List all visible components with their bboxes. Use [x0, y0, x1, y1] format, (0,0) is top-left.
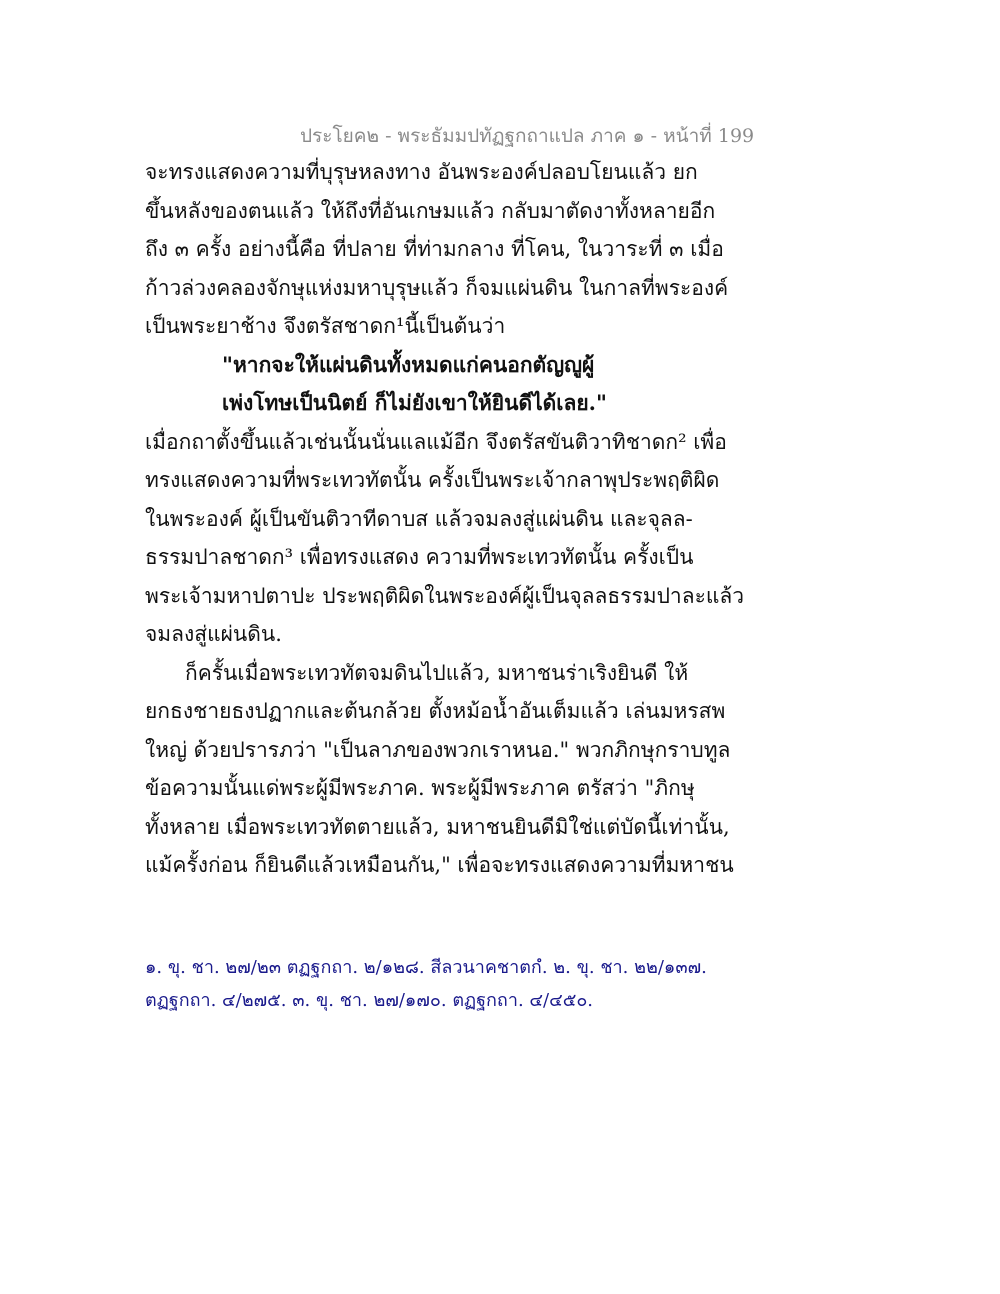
body-line: เมื่อกถาตั้งขึ้นแล้วเช่นนั้นนั่นแลแม้อีก จึงตรัสขันติวาทิชาดก² เพื่อ	[145, 429, 727, 454]
body-line: ก็ครั้นเมื่อพระเทวทัตจมดินไปแล้ว, มหาชนร่าเริงยินดี ให้	[185, 660, 689, 685]
body-line: ใหญ่ ด้วยปรารภว่า "เป็นลาภของพวกเราหนอ." พวกภิกษุกราบทูล	[145, 737, 731, 762]
body-line: แม้ครั้งก่อน ก็ยินดีแล้วเหมือนกัน," เพื่อจะทรงแสดงความที่มหาชน	[145, 853, 734, 877]
body-line: ยกธงชายธงปฏากและต้นกล้วย ตั้งหม้อน้ำอันเต็มแล้ว เล่นมหรสพ	[145, 699, 726, 723]
body-line: ทั้งหลาย เมื่อพระเทวทัตตายแล้ว, มหาชนยินดีมิใช่แต่บัดนี้เท่านั้น,	[145, 814, 730, 839]
body-line: เป็นพระยาช้าง จึงตรัสชาดก¹นี้เป็นต้นว่า	[145, 314, 506, 338]
body-line: พระเจ้ามหาปตาปะ ประพฤติผิดในพระองค์ผู้เป็นจุลลธรรมปาละแล้ว	[145, 583, 745, 608]
body-line: จะทรงแสดงความที่บุรุษหลงทาง อันพระองค์ปลอบโยนแล้ว ยก	[145, 160, 698, 184]
body-line: ข้อความนั้นแด่พระผู้มีพระภาค. พระผู้มีพระภาค ตรัสว่า "ภิกษุ	[145, 776, 695, 800]
body-line: ในพระองค์ ผู้เป็นขันติวาทีดาบส แล้วจมลงสู่แผ่นดิน และจุลล-	[145, 506, 693, 531]
body-line: จมลงสู่แผ่นดิน.	[145, 622, 282, 646]
footnote-line: ตฏฐกถา. ๔/๒๗๕. ๓. ขุ. ชา. ๒๗/๑๗๐. ตฏฐกถา. ๔/๔๕๐.	[145, 990, 594, 1011]
footnote-line: ๑. ขุ. ชา. ๒๗/๒๓ ตฏฐกถา. ๒/๑๒๘. สีลวนาคชาตกํ. ๒. ขุ. ชา. ๒๒/๑๓๗.	[145, 957, 707, 978]
body-line: ก้าวล่วงคลองจักษุแห่งมหาบุรุษแล้ว ก็จมแผ่นดิน ในกาลที่พระองค์	[145, 275, 729, 300]
body-line: ทรงแสดงความที่พระเทวทัตนั้น ครั้งเป็นพระเจ้ากลาพุประพฤติผิด	[145, 468, 720, 492]
body-line: ขึ้นหลังของตนแล้ว ให้ถึงที่อันเกษมแล้ว กลับมาตัดงาทั้งหลายอีก	[145, 198, 716, 223]
page-running-header: ประโยค๒ - พระธัมมปทัฏฐกถาแปล ภาค ๑ - หน้าที่ 199	[300, 125, 755, 147]
verse-line: "หากจะให้แผ่นดินทั้งหมดแก่คนอกตัญญูผู้	[222, 351, 595, 377]
body-text	[145, 153, 745, 885]
body-line: ธรรมปาลชาดก³ เพื่อทรงแสดง ความที่พระเทวทัตนั้น ครั้งเป็น	[145, 545, 694, 569]
body-line: ถึง ๓ ครั้ง อย่างนี้คือ ที่ปลาย ที่ท่ามกลาง ที่โคน, ในวาระที่ ๓ เมื่อ	[145, 237, 724, 261]
verse-line: เพ่งโทษเป็นนิตย์ ก็ไม่ยังเขาให้ยินดีได้เลย."	[222, 390, 607, 415]
footnotes	[145, 951, 745, 1017]
